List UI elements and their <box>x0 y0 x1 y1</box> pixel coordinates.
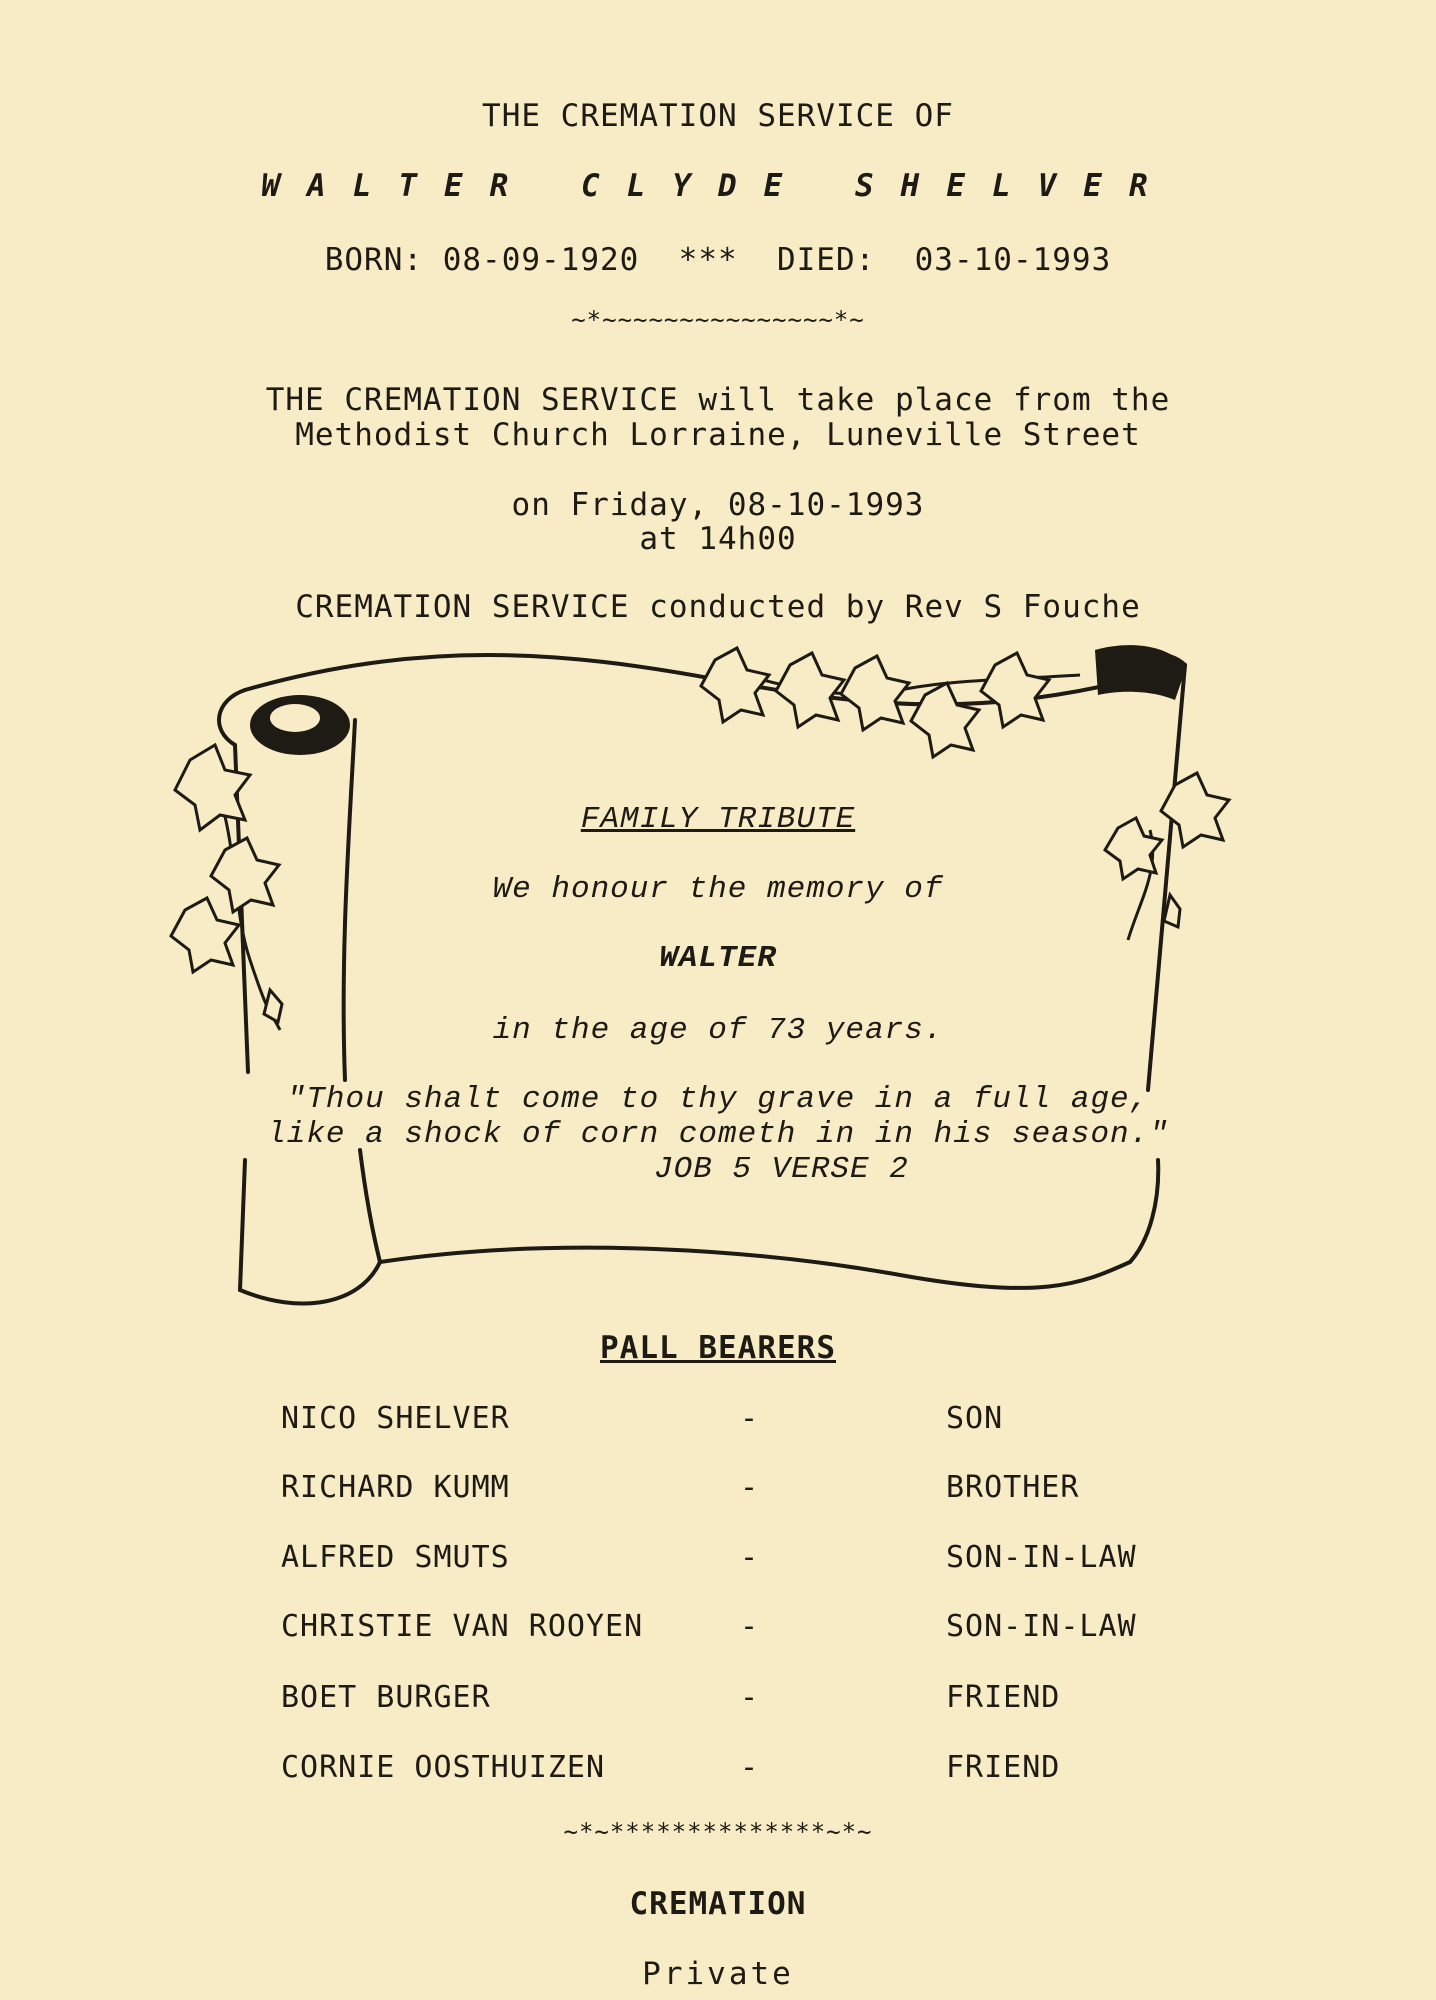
pall-bearer-relation: SON-IN-LAW <box>946 1609 1137 1644</box>
pall-bearer-row <box>0 1680 1436 1720</box>
pall-bearer-relation: SON-IN-LAW <box>946 1540 1137 1575</box>
birth-death-dates: BORN: 08-09-1920 *** DIED: 03-10-1993 <box>324 242 1112 278</box>
pall-bearer-dash: - <box>740 1750 760 1785</box>
pall-bearer-name: CHRISTIE VAN ROOYEN <box>281 1609 644 1644</box>
pall-bearer-row <box>0 1609 1436 1649</box>
family-tribute-heading: FAMILY TRIBUTE <box>580 802 856 837</box>
cremation-value: Private <box>642 1956 794 1992</box>
service-location-line1: THE CREMATION SERVICE will take place from the <box>265 382 1171 418</box>
pall-bearer-dash: - <box>740 1540 760 1575</box>
scripture-quote-line1: "Thou shalt come to thy grave in a full age, <box>286 1082 1150 1117</box>
pall-bearer-name: RICHARD KUMM <box>281 1470 510 1505</box>
pall-bearer-name: NICO SHELVER <box>281 1401 510 1436</box>
pall-bearer-dash: - <box>740 1680 760 1715</box>
pall-bearer-relation: SON <box>946 1401 1004 1436</box>
tribute-line: We honour the memory of <box>492 872 944 907</box>
pall-bearer-name: ALFRED SMUTS <box>281 1540 510 1575</box>
pall-bearer-row <box>0 1470 1436 1510</box>
tribute-age: in the age of 73 years. <box>492 1013 944 1048</box>
bottom-divider: ~*~**************~*~ <box>563 1818 873 1846</box>
pall-bearer-relation: FRIEND <box>946 1750 1061 1785</box>
pall-bearer-row <box>0 1750 1436 1790</box>
deceased-name: WALTER CLYDE SHELVER <box>261 168 1175 204</box>
pall-bearer-row <box>0 1540 1436 1580</box>
pall-bearer-dash: - <box>740 1401 760 1436</box>
pall-bearers-heading: PALL BEARERS <box>600 1330 836 1366</box>
cremation-heading: CREMATION <box>629 1886 807 1922</box>
service-conducted-by: CREMATION SERVICE conducted by Rev S Fouche <box>295 589 1141 625</box>
tribute-name: WALTER <box>659 941 777 976</box>
pall-bearer-name: CORNIE OOSTHUIZEN <box>281 1750 606 1785</box>
service-time: at 14h00 <box>639 521 797 557</box>
pall-bearer-relation: FRIEND <box>946 1680 1061 1715</box>
pall-bearer-row <box>0 1401 1436 1441</box>
scripture-quote-line2: like a shock of corn cometh in in his season." <box>267 1117 1169 1152</box>
pall-bearer-dash: - <box>740 1470 760 1505</box>
top-divider: ~*~~~~~~~~~~~~~~~*~ <box>571 306 865 334</box>
pall-bearer-relation: BROTHER <box>946 1470 1080 1505</box>
scripture-reference: JOB 5 VERSE 2 <box>654 1152 909 1187</box>
service-title: THE CREMATION SERVICE OF <box>482 98 954 134</box>
pall-bearer-name: BOET BURGER <box>281 1680 491 1715</box>
pall-bearer-dash: - <box>740 1609 760 1644</box>
service-date: on Friday, 08-10-1993 <box>511 487 925 523</box>
service-location-line2: Methodist Church Lorraine, Luneville Street <box>295 417 1141 453</box>
